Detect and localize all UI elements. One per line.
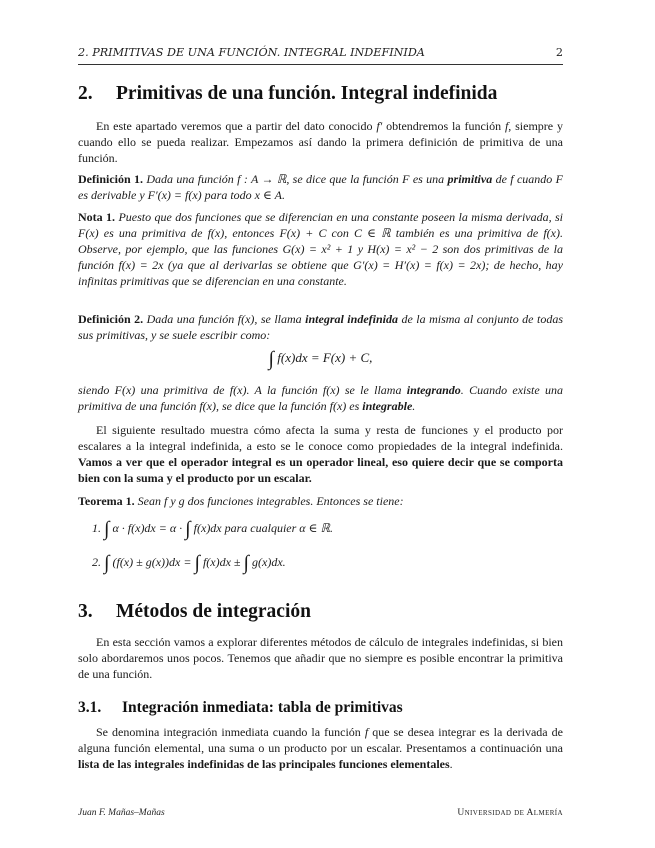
subsection-title: Integración inmediata: tabla de primitivas <box>122 699 403 716</box>
theorem-item-2 <box>92 552 552 575</box>
note-text: Puesto que dos funciones que se diferencian en una constante poseen la misma derivada, si F(x) es una primitiva de f(x), entonces F(x) + C con C ∈ ℝ también es una primitiva de f(x). Observe, por ejemplo, que las funciones G(x) = x² + 1 y H(x) = x² − 2 son dos primitivas de la función f(x) = 2x (ya que al derivarlas se obtiene que G′(x) = H′(x) = f(x) = 2x); de hecho, hay infinitas primitivas que se diferencian en una constante. <box>78 210 563 288</box>
definition-text: de f cuando F es derivable y F′(x) = f(x) para todo x ∈ A. <box>78 172 563 202</box>
header-rule <box>78 64 563 65</box>
definition-label: Definición 1. <box>78 172 144 186</box>
paragraph-text: que se desea integrar es la derivada de alguna función elemental, una suma o un producto por un escalar. Presentamos a continuación una <box>78 725 563 755</box>
page-number: 2 <box>555 46 563 59</box>
item-text: (f(x) ± g(x))dx = <box>109 555 195 569</box>
definition-label: Definición 2. <box>78 312 144 326</box>
section-number: 3. <box>78 601 93 622</box>
footer-author: Juan F. Mañas–Mañas <box>78 808 165 818</box>
intro-math: f′ <box>376 119 383 133</box>
item-number: 2. <box>92 555 101 569</box>
definition-text: Dada una función f(x), se llama <box>143 312 306 326</box>
running-title: 2. PRIMITIVAS DE UNA FUNCIÓN. INTEGRAL INDEFINIDA <box>78 46 425 59</box>
paragraph-text: . <box>449 757 453 771</box>
integral-sign: ∫ <box>104 518 110 540</box>
definition-text: Dada una función f : A → ℝ, se dice que la función F es una <box>143 172 448 186</box>
page-footer <box>78 808 563 818</box>
definition-term: integral indefinida <box>305 312 398 326</box>
item-number: 1. <box>92 521 101 535</box>
intro-text: obtendremos la función <box>382 119 505 133</box>
note-1 <box>78 209 563 289</box>
paragraph-text: Se denomina integración inmediata cuando la función <box>96 725 365 739</box>
subsection-3-1-paragraph <box>78 724 563 772</box>
paragraph-math: f <box>364 725 369 739</box>
note-label: Nota 1. <box>78 210 116 224</box>
integral-sign: ∫ <box>194 552 200 574</box>
subsection-3-1-heading <box>78 699 403 717</box>
section-2-heading <box>78 83 497 105</box>
formula-text: f(x)dx = F(x) + C, <box>274 350 373 365</box>
definition-text: . <box>412 399 416 413</box>
section-title: Primitivas de una función. Integral indefinida <box>116 83 498 104</box>
item-text: f(x)dx ± <box>199 555 244 569</box>
integral-sign: ∫ <box>243 552 250 574</box>
theorem-text: Sean f y g dos funciones integrables. Entonces se tiene: <box>134 494 404 508</box>
definition-term: primitiva <box>447 172 493 186</box>
definition-text: . Cuando existe una primitiva de una función f(x), se dice que la función f(x) es <box>78 383 563 413</box>
paragraph-text: El siguiente resultado muestra cómo afecta la suma y resta de funciones y el producto por escalares a la integral indefinida, a esto se le conoce como propiedades de la integral indefinida. <box>78 423 563 453</box>
item-text: f(x)dx para cualquier α ∈ ℝ. <box>190 521 333 535</box>
paragraph-text: En esta sección vamos a explorar diferentes métodos de cálculo de integrales indefinidas, si bien solo abordaremos unos pocos. Tenemos que añadir que no siempre es posible encontrar la primitiva de una función. <box>78 635 563 681</box>
theorem-1 <box>78 493 563 509</box>
section-number: 2. <box>78 83 93 104</box>
section-3-heading <box>78 601 311 623</box>
definition-term: integrando <box>406 383 461 397</box>
definition-text: de la misma al conjunto de todas sus primitivas, y se suele escribir como: <box>78 312 563 342</box>
footer-institution: Universidad de Almería <box>457 808 563 818</box>
definition-1 <box>78 171 563 203</box>
indefinite-integral-formula <box>78 348 563 371</box>
definition-2-continuation <box>78 382 563 414</box>
integral-sign: ∫ <box>104 552 110 574</box>
paragraph-emphasis: Vamos a ver que el operador integral es un operador lineal, eso quiere decir que se comporta bien con la suma y el producto por un escalar. <box>78 455 563 485</box>
theorem-label: Teorema 1. <box>78 494 135 508</box>
definition-term: integrable <box>362 399 413 413</box>
definition-2 <box>78 311 563 343</box>
section-3-intro <box>78 634 563 682</box>
theorem-item-1 <box>92 518 552 541</box>
section-title: Métodos de integración <box>116 601 311 622</box>
subsection-number: 3.1. <box>78 699 102 716</box>
intro-text: , siempre y cuando ello se pueda realizar. Empezamos así dando la primera definición de primitiva de una función. <box>78 119 563 165</box>
integral-sign: ∫ <box>268 348 275 370</box>
integral-sign: ∫ <box>185 518 191 540</box>
intro-math: f <box>504 119 509 133</box>
section-2-intro <box>78 118 563 166</box>
definition-text: siendo F(x) una primitiva de f(x). A la función f(x) se le llama <box>78 383 407 397</box>
running-header <box>78 46 563 59</box>
item-text: α · f(x)dx = α · <box>109 521 186 535</box>
item-text: g(x)dx. <box>249 555 286 569</box>
linearity-paragraph <box>78 422 563 486</box>
paragraph-emphasis: lista de las integrales indefinidas de las principales funciones elementales <box>78 757 450 771</box>
intro-text: En este apartado veremos que a partir del dato conocido <box>96 119 377 133</box>
